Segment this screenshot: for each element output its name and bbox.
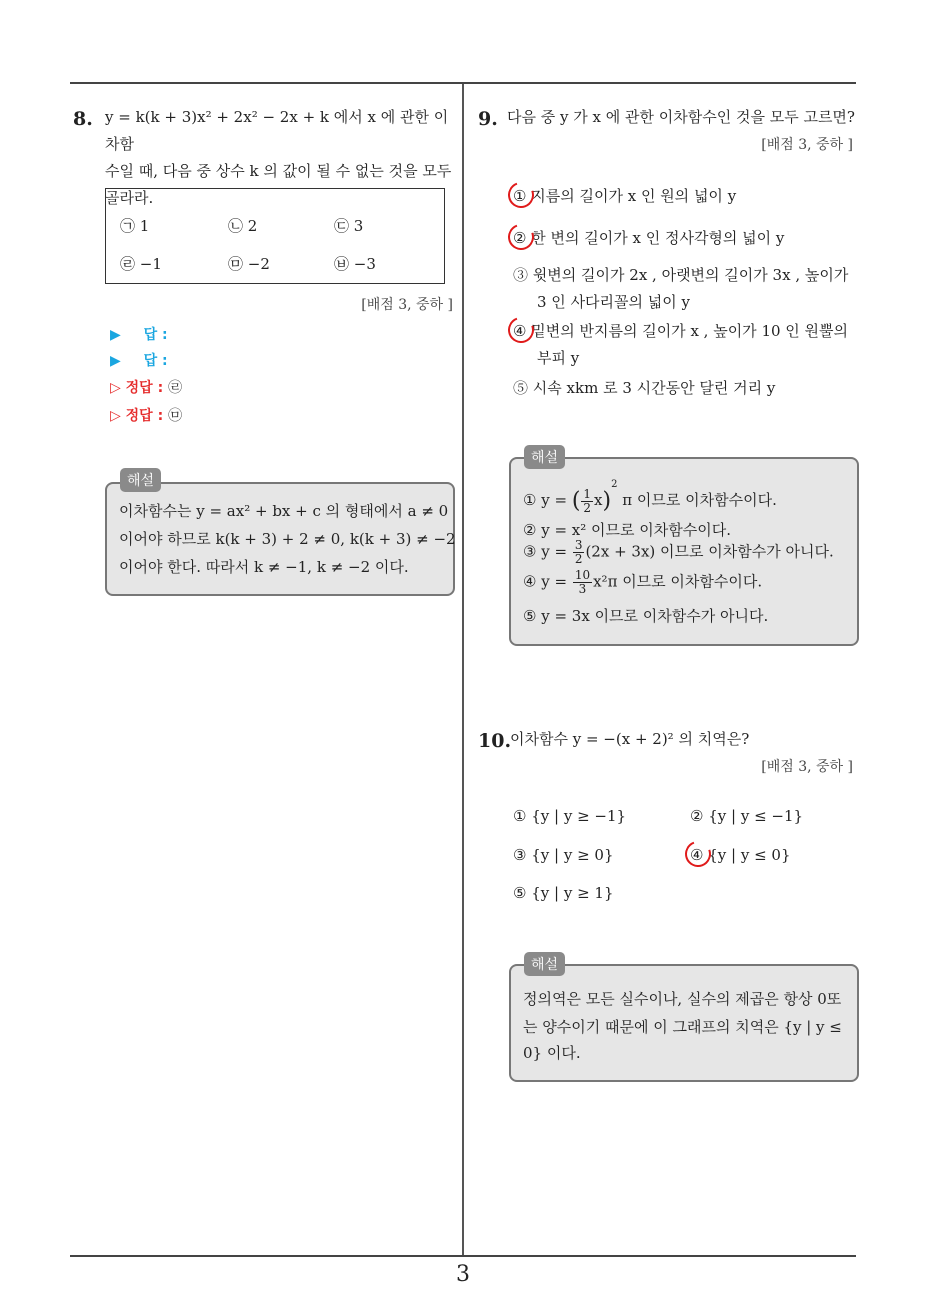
play-arrow-icon: ▶ <box>110 353 121 369</box>
option-text: {y | y ≥ 1} <box>531 884 614 902</box>
question-9-score: [배점 3, 중하 ] <box>761 137 853 153</box>
explanation-line: ④ y = $\frac{10}{3}$ x²π 이므로 이차함수이다. <box>523 568 763 596</box>
question-8-explanation <box>105 482 455 596</box>
question-10-explanation <box>509 964 859 1082</box>
question-9-explanation <box>509 457 859 646</box>
outline-arrow-icon: ▷ <box>110 380 121 396</box>
outline-arrow-icon: ▷ <box>110 408 121 424</box>
option-text: 한 변의 길이가 x 인 정사각형의 넓이 y <box>531 229 785 247</box>
explanation-line: 0} 이다. <box>523 1044 581 1062</box>
explanation-line: ③ y = $\frac{3}{2}$ (2x + 3x) 이므로 이차함수가 아니다. <box>523 538 834 566</box>
correct-answer-label: 정답 : <box>125 408 164 424</box>
option-text: {y | y ≤ 0} <box>708 846 791 864</box>
selected-mark-icon <box>504 313 539 348</box>
option-text: {y | y ≤ −1} <box>708 807 804 825</box>
option-number: ⑤ <box>513 884 527 902</box>
option-number: ③ <box>513 846 527 864</box>
question-9-number: 9. <box>478 108 498 130</box>
option-text: {y | y ≥ 0} <box>531 846 614 864</box>
option-item <box>513 185 736 206</box>
page-number: 3 <box>456 1262 470 1287</box>
option-text: 시속 xkm 로 3 시간동안 달린 거리 y <box>532 379 776 397</box>
question-10-score: [배점 3, 중하 ] <box>761 759 853 775</box>
question-9-text: 다음 중 y 가 x 에 관한 이차함수인 것을 모두 고르면? <box>507 108 855 126</box>
option-number: ② <box>513 229 527 247</box>
option-number: ③ <box>513 266 529 284</box>
selected-mark-icon <box>504 220 539 255</box>
option-number: ① <box>513 807 527 825</box>
question-8-line: y = k(k + 3)x² + 2x² − 2x + k 에서 x 에 관한 이차함 <box>105 108 449 153</box>
option-text: 윗변의 길이가 2x , 아랫변의 길이가 3x , 높이가 <box>532 266 849 284</box>
question-8-choice-box <box>105 188 445 284</box>
explanation-tag: 해설 <box>120 468 161 492</box>
explanation-tag: 해설 <box>524 445 565 469</box>
option-number: ② <box>690 807 704 825</box>
option-text-continued: 3 인 사다리꼴의 넓이 y <box>537 293 691 311</box>
choice-item: ㉣ −1 <box>120 255 162 273</box>
correct-answer-value: ㉣ <box>168 380 183 396</box>
option-item <box>513 227 784 248</box>
option-number: ④ <box>690 846 704 864</box>
answer-label: 답 : <box>143 327 168 343</box>
option-item <box>513 846 614 864</box>
explanation-line: 정의역은 모든 실수이나, 실수의 제곱은 항상 0또 <box>523 990 842 1008</box>
correct-answer-row <box>110 405 182 425</box>
choice-item: ㉢ 3 <box>334 217 364 235</box>
option-item <box>690 846 791 864</box>
option-item <box>513 807 626 825</box>
question-10-number: 10. <box>478 730 512 752</box>
correct-answer-value: ㉤ <box>168 408 183 424</box>
option-item <box>513 884 614 902</box>
answer-label: 답 : <box>143 353 168 369</box>
selected-mark-icon <box>504 178 539 213</box>
option-number: ④ <box>513 322 527 340</box>
explanation-line: 는 양수이기 때문에 이 그래프의 치역은 {y | y ≤ <box>523 1018 842 1036</box>
answer-blank-row <box>110 350 168 370</box>
choice-item: ㉠ 1 <box>120 217 150 235</box>
option-item <box>513 377 775 398</box>
option-item <box>513 320 848 341</box>
correct-answer-label: 정답 : <box>125 380 164 396</box>
option-item <box>513 264 848 285</box>
choice-item: ㉡ 2 <box>228 217 258 235</box>
question-10-text: 이차함수 y = −(x + 2)² 의 치역은? <box>510 730 750 748</box>
option-number: ① <box>513 187 527 205</box>
explanation-line: 이어야 한다. 따라서 k ≠ −1, k ≠ −2 이다. <box>119 558 409 576</box>
option-text: {y | y ≥ −1} <box>531 807 627 825</box>
column-divider <box>462 84 464 1256</box>
question-8-number: 8. <box>73 108 93 130</box>
option-item <box>690 807 803 825</box>
explanation-line: 이어야 하므로 k(k + 3) + 2 ≠ 0, k(k + 3) ≠ −2 <box>119 530 456 548</box>
option-text: 밑변의 반지름의 길이가 x , 높이가 10 인 원뿔의 <box>531 322 849 340</box>
question-8-score: [배점 3, 중하 ] <box>361 297 453 313</box>
explanation-line: ⑤ y = 3x 이므로 이차함수가 아니다. <box>523 607 769 625</box>
option-text-continued: 부피 y <box>537 349 580 367</box>
selected-mark-icon <box>681 837 716 872</box>
option-number: ⑤ <box>513 379 529 397</box>
play-arrow-icon: ▶ <box>110 327 121 343</box>
answer-blank-row <box>110 324 168 344</box>
explanation-line: ② y = x² 이므로 이차함수이다. <box>523 521 731 539</box>
correct-answer-row <box>110 377 182 397</box>
question-8-line: 골라라. <box>105 189 154 207</box>
question-8-line: 수일 때, 다음 중 상수 k 의 값이 될 수 없는 것을 모두 <box>105 162 452 180</box>
choice-item: ㉥ −3 <box>334 255 376 273</box>
option-text: 지름의 길이가 x 인 원의 넓이 y <box>531 187 737 205</box>
bottom-rule <box>70 1255 856 1257</box>
choice-item: ㉤ −2 <box>228 255 270 273</box>
explanation-line: ① y = ( $\frac{1}{2}$ x)$^2$ π 이므로 이차함수이다. <box>523 479 777 515</box>
explanation-tag: 해설 <box>524 952 565 976</box>
explanation-line: 이차함수는 y = ax² + bx + c 의 형태에서 a ≠ 0 <box>119 502 449 520</box>
